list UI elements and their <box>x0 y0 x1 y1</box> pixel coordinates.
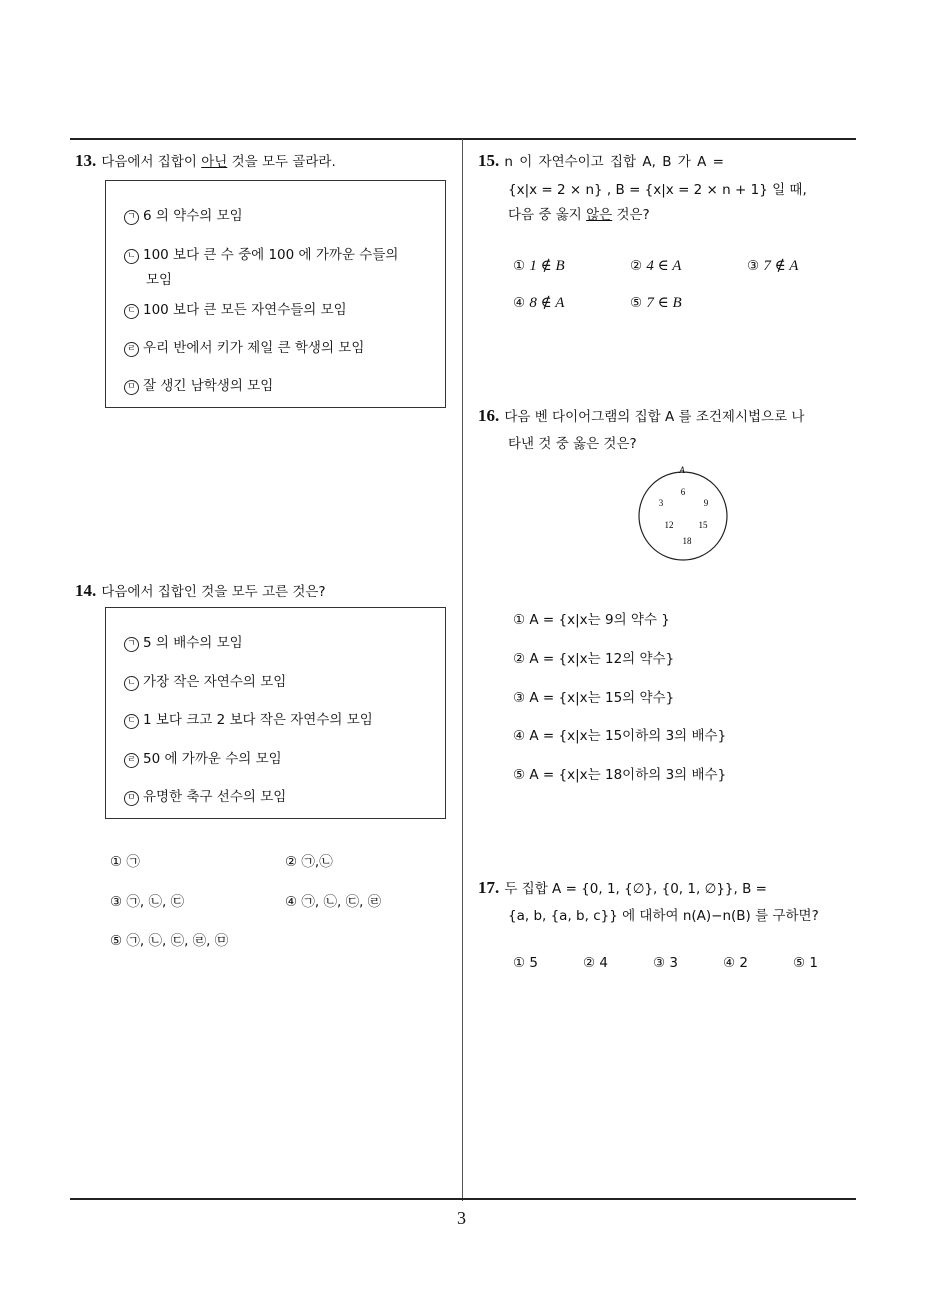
question-number: 16. <box>478 406 500 425</box>
question-15-stem-line3: 다음 중 옳지 않은 것은? <box>508 207 650 223</box>
choice-marker: ㄹ <box>124 753 139 768</box>
choice-marker: ㅁ <box>124 791 139 806</box>
choice-item-continuation: 모임 <box>146 272 173 288</box>
venn-element: 18 <box>682 536 692 546</box>
choice-marker: ㄴ <box>124 249 139 264</box>
answer-option-4[interactable]: ④ ㉠, ㉡, ㉢, ㉣ <box>285 894 382 910</box>
question-text: 두 집합 A = {0, 1, {∅}, {0, 1, ∅}}, B = <box>504 881 767 897</box>
choice-marker: ㄷ <box>124 714 139 729</box>
answer-option-2[interactable]: ② 4 ∈ A <box>630 258 682 274</box>
choice-item: ㄹ 50 에 가까운 수의 모임 <box>124 749 282 769</box>
answer-option-1[interactable]: ① A = {x|x는 9의 약수 } <box>513 612 670 628</box>
question-16-stem-line2: 타낸 것 중 옳은 것은? <box>508 436 637 452</box>
choice-item: ㄴ 가장 작은 자연수의 모임 <box>124 672 286 692</box>
question-text: n 이 자연수이고 집합 A, B 가 A = <box>504 154 724 170</box>
question-number: 17. <box>478 878 500 897</box>
answer-option-1[interactable]: ① ㉠ <box>110 854 140 870</box>
choice-marker: ㄷ <box>124 304 139 319</box>
answer-option-5[interactable]: ⑤ 7 ∈ B <box>630 295 682 311</box>
answer-option-4[interactable]: ④ 8 ∉ A <box>513 295 565 311</box>
choice-item: ㄷ 100 보다 큰 모든 자연수들의 모임 <box>124 300 347 320</box>
choice-item: ㄴ 100 보다 큰 수 중에 100 에 가까운 수들의 <box>124 245 398 265</box>
answer-option-3[interactable]: ③ ㉠, ㉡, ㉢ <box>110 894 185 910</box>
page-number: 3 <box>457 1208 466 1228</box>
column-divider <box>462 139 463 1201</box>
choice-marker: ㄱ <box>124 210 139 225</box>
question-text: 다음에서 집합이 아닌 것을 모두 골라라. <box>101 154 336 170</box>
question-17-stem-line2: {a, b, {a, b, c}} 에 대하여 n(A)−n(B) 를 구하면? <box>508 908 819 924</box>
answer-option-1[interactable]: ① 5 <box>513 955 538 971</box>
question-number: 15. <box>478 151 500 170</box>
venn-element: 6 <box>680 487 686 497</box>
venn-element: 9 <box>703 498 709 508</box>
question-text: 다음에서 집합인 것을 모두 고른 것은? <box>101 584 326 600</box>
bottom-rule <box>70 1198 856 1200</box>
choice-item: ㄷ 1 보다 크고 2 보다 작은 자연수의 모임 <box>124 710 373 730</box>
question-text: 다음 벤 다이어그램의 집합 A 를 조건제시법으로 나 <box>504 409 805 425</box>
question-number: 14. <box>75 581 97 600</box>
answer-option-5[interactable]: ⑤ 1 <box>793 955 818 971</box>
question-15-stem-line2: {x|x = 2 × n} , B = {x|x = 2 × n + 1} 일 때, <box>508 182 807 198</box>
answer-option-3[interactable]: ③ 7 ∉ A <box>747 258 799 274</box>
choice-marker: ㅁ <box>124 380 139 395</box>
answer-option-3[interactable]: ③ 3 <box>653 955 678 971</box>
venn-set-circle <box>639 472 727 560</box>
question-15-stem-line1 <box>478 150 724 171</box>
answer-option-3[interactable]: ③ A = {x|x는 15의 약수} <box>513 690 675 706</box>
choice-item: ㅁ 잘 생긴 남학생의 모임 <box>124 376 273 396</box>
answer-option-5[interactable]: ⑤ ㉠, ㉡, ㉢, ㉣, ㉤ <box>110 933 229 949</box>
venn-diagram <box>633 462 733 562</box>
venn-element: 15 <box>698 520 708 530</box>
choice-item: ㄹ 우리 반에서 키가 제일 큰 학생의 모임 <box>124 338 364 358</box>
choice-item: ㅁ 유명한 축구 선수의 모임 <box>124 787 286 807</box>
question-16-stem-line1 <box>478 405 804 426</box>
choice-item: ㄱ 6 의 약수의 모임 <box>124 206 243 226</box>
answer-option-2[interactable]: ② ㉠,㉡ <box>285 854 333 870</box>
answer-option-1[interactable]: ① 1 ∉ B <box>513 258 565 274</box>
venn-element: 3 <box>658 498 664 508</box>
choice-marker: ㄱ <box>124 637 139 652</box>
choice-item: ㄱ 5 의 배수의 모임 <box>124 633 243 653</box>
question-13-stem <box>75 150 336 171</box>
venn-set-label: A <box>679 465 685 475</box>
answer-option-2[interactable]: ② 4 <box>583 955 608 971</box>
answer-option-2[interactable]: ② A = {x|x는 12의 약수} <box>513 651 675 667</box>
answer-option-4[interactable]: ④ A = {x|x는 15이하의 3의 배수} <box>513 728 727 744</box>
question-14-stem <box>75 580 326 601</box>
question-number: 13. <box>75 151 97 170</box>
question-17-stem-line1 <box>478 877 767 898</box>
top-rule <box>70 138 856 140</box>
choice-marker: ㄹ <box>124 342 139 357</box>
answer-option-5[interactable]: ⑤ A = {x|x는 18이하의 3의 배수} <box>513 767 727 783</box>
answer-option-4[interactable]: ④ 2 <box>723 955 748 971</box>
venn-element: 12 <box>664 520 674 530</box>
choice-marker: ㄴ <box>124 676 139 691</box>
